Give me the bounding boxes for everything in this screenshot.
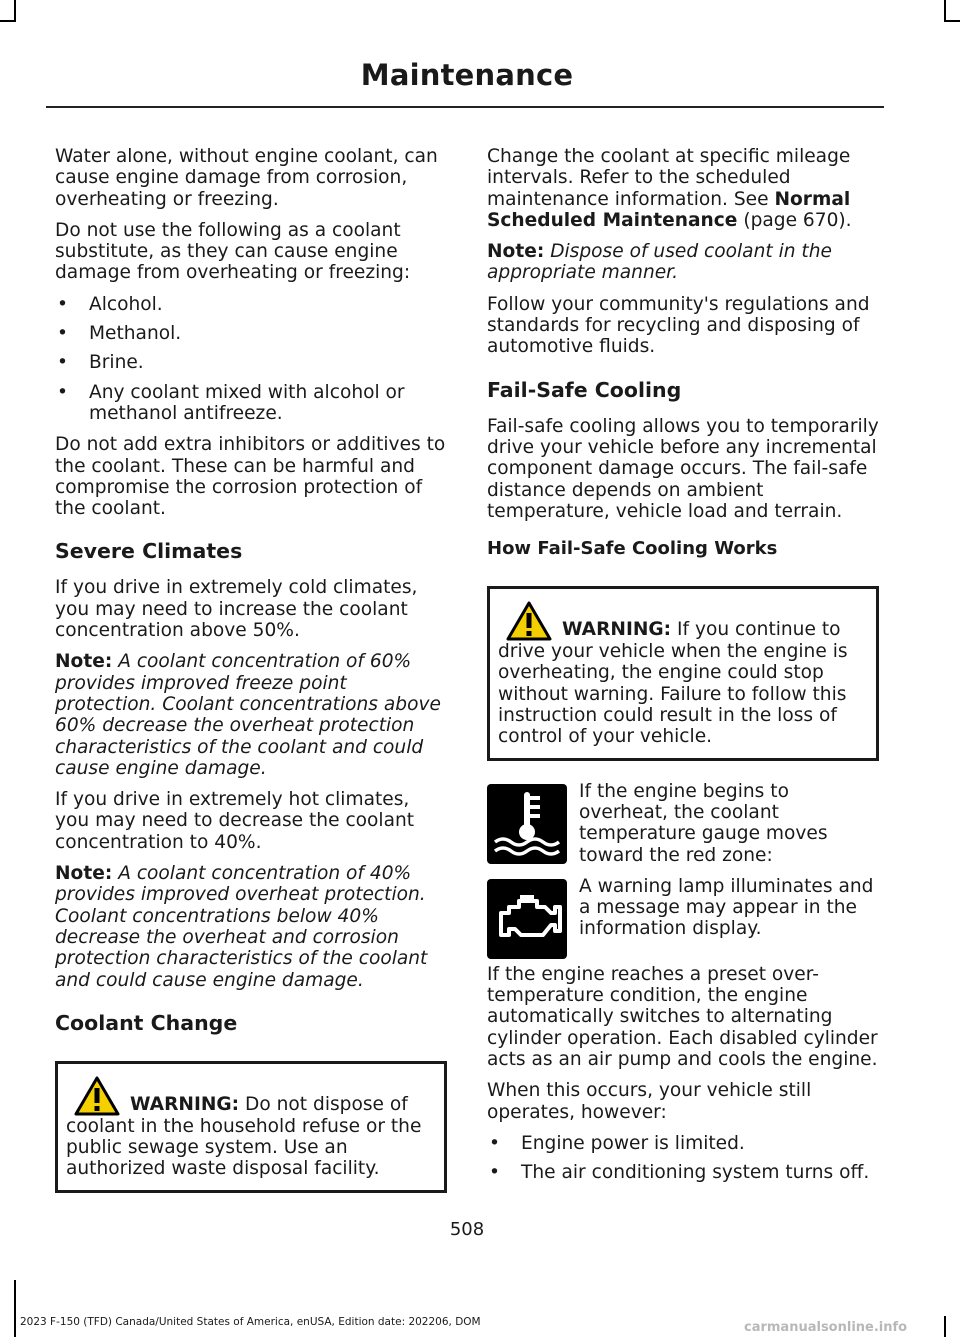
warning-text: If you continue to drive your vehicle when the engine is overheating, the engine could stop without warning. Failure to follow this instruction could result in the loss of control of your vehicle. <box>498 619 848 748</box>
paragraph: Water alone, without engine coolant, can cause engine damage from corrosion, overheating or freezing. <box>55 146 438 210</box>
note <box>55 863 447 991</box>
warning-label: WARNING: <box>562 619 672 641</box>
warning-triangle-icon <box>74 1076 120 1116</box>
paragraph <box>487 146 879 231</box>
icon-description: A warning lamp illuminates and a message may appear in the information display. <box>579 875 874 940</box>
crop-mark <box>944 1316 946 1337</box>
subheading-how-fail-safe-works: How Fail-Safe Cooling Works <box>487 538 778 560</box>
note-label: Note: <box>55 863 113 885</box>
warning-lamp-row <box>487 876 879 958</box>
list-item: • Any coolant mixed with alcohol or methanol antifreeze. <box>55 382 447 425</box>
page-title: Maintenance <box>360 58 574 92</box>
note <box>55 651 447 779</box>
section-heading-coolant-change: Coolant Change <box>55 1010 238 1035</box>
header-divider <box>46 106 884 108</box>
note <box>487 241 879 284</box>
left-column <box>55 146 447 1213</box>
section-heading-fail-safe-cooling: Fail-Safe Cooling <box>487 377 682 402</box>
page-number: 508 <box>449 1219 485 1240</box>
list-item: • Engine power is limited. <box>487 1133 879 1154</box>
note-text: A coolant concentration of 40% provides improved overheat protection. Coolant concentrations below 40% decrease the overheat and corrosion protection characteristics of the coolant and could cause engine damage. <box>55 863 428 991</box>
substitute-list <box>55 294 447 424</box>
limitations-list <box>487 1133 879 1184</box>
icon-description: If the engine begins to overheat, the coolant temperature gauge moves toward the red zone: <box>579 780 828 866</box>
warning-text: Do not dispose of coolant in the household refuse or the public sewage system. Use an authorized waste disposal facility. <box>66 1093 422 1180</box>
note-text: A coolant concentration of 60% provides improved freeze point protection. Coolant concentrations above 60% decrease the overheat protection characteristics of the coolant and could cause engine damage. <box>55 651 441 779</box>
cross-reference-link[interactable]: Normal Scheduled Maintenance <box>487 188 851 231</box>
coolant-temperature-icon <box>487 784 567 864</box>
paragraph-text: Change the coolant at specific mileage intervals. Refer to the scheduled maintenance information. See <box>487 146 851 210</box>
warning-box <box>487 586 879 760</box>
crop-mark <box>944 0 946 22</box>
warning-triangle-icon <box>506 601 552 641</box>
warning-box <box>55 1061 447 1193</box>
crop-mark <box>14 1280 16 1337</box>
paragraph: If you drive in extremely hot climates, you may need to decrease the coolant concentration to 40%. <box>55 789 415 853</box>
note-label: Note: <box>55 651 113 673</box>
coolant-gauge-row <box>487 781 879 866</box>
page-reference: (page 670). <box>743 209 852 231</box>
edition-footer: 2023 F-150 (TFD) Canada/United States of America, enUSA, Edition date: 202206, DOM <box>20 1316 481 1328</box>
right-column <box>487 146 879 1194</box>
paragraph: Do not use the following as a coolant substitute, as they can cause engine damage from overheating or freezing: <box>55 219 411 284</box>
paragraph: If you drive in extremely cold climates, you may need to increase the coolant concentration above 50%. <box>55 577 418 642</box>
check-engine-icon <box>487 879 567 959</box>
paragraph: Do not add extra inhibitors or additives to the coolant. These can be harmful and compromise the corrosion protection of the coolant. <box>55 434 446 520</box>
note-label: Note: <box>487 241 545 263</box>
paragraph: Fail-safe cooling allows you to temporarily drive your vehicle before any incremental component damage occurs. The fail-safe distance depends on ambient temperature, vehicle load and terrain. <box>487 415 879 522</box>
paragraph: When this occurs, your vehicle still operates, however: <box>487 1080 812 1123</box>
watermark: carmanualsonline.info <box>744 1320 908 1335</box>
list-item: • Alcohol. <box>55 294 447 315</box>
list-item: • The air conditioning system turns off. <box>487 1162 879 1183</box>
crop-mark <box>944 20 960 22</box>
paragraph: Follow your community's regulations and standards for recycling and disposing of automotive fluids. <box>487 293 870 358</box>
list-item: • Brine. <box>55 352 447 373</box>
section-heading-severe-climates: Severe Climates <box>55 539 243 564</box>
list-item: • Methanol. <box>55 323 447 344</box>
note-text: Dispose of used coolant in the appropriate manner. <box>487 241 832 284</box>
crop-mark <box>0 20 16 22</box>
crop-mark <box>14 0 16 22</box>
paragraph: If the engine reaches a preset over-temperature condition, the engine automatically switches to alternating cylinder operation. Each disabled cylinder acts as an air pump and cools the engine. <box>487 963 878 1071</box>
warning-label: WARNING: <box>130 1093 240 1115</box>
